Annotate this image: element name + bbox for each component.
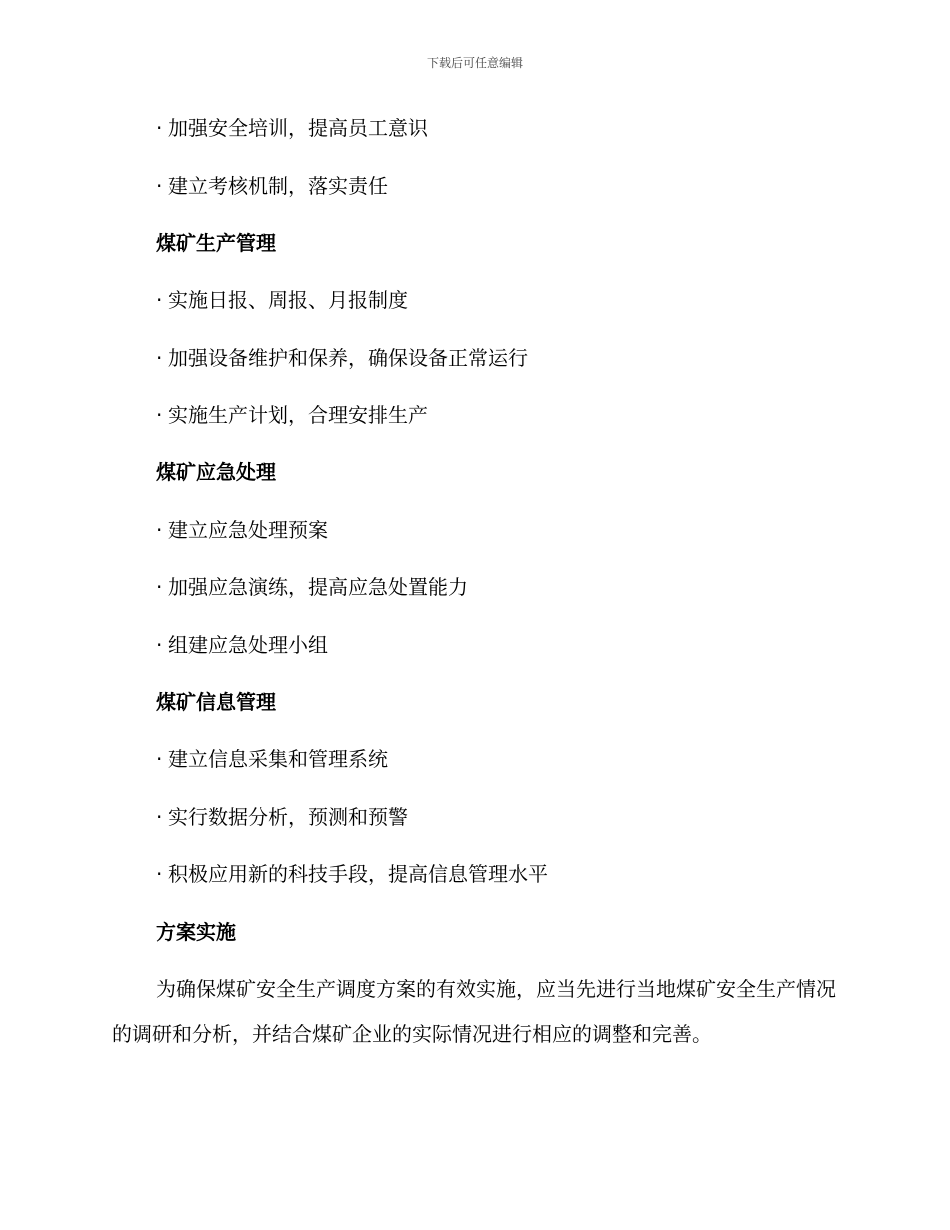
list-item [156,114,428,142]
body-paragraph: 为确保煤矿安全生产调度方案的有效实施，应当先进行当地煤矿安全生产情况的调研和分析，并结合煤矿企业的实际情况进行相应的调整和完善。 [112,977,836,1046]
list-item [156,745,388,773]
list-item-text: 加强安全培训，提高员工意识 [168,116,428,140]
list-item [156,860,548,888]
list-item [156,172,388,200]
bullet-marker: · [156,633,163,657]
list-item-text: 实施生产计划，合理安排生产 [168,403,428,427]
section-heading: 煤矿应急处理 [156,460,276,484]
bullet-marker: · [156,805,163,829]
list-item [156,516,328,544]
section-heading: 煤矿信息管理 [156,690,276,714]
list-item-text: 组建应急处理小组 [168,633,328,657]
list-item [156,631,328,659]
bullet-marker: · [156,747,163,771]
bullet-marker: · [156,346,163,370]
list-item-text: 积极应用新的科技手段，提高信息管理水平 [168,862,548,886]
bullet-marker: · [156,288,163,312]
list-item-text: 加强应急演练，提高应急处置能力 [168,575,468,599]
list-item-text: 实行数据分析，预测和预警 [168,805,408,829]
bullet-marker: · [156,174,163,198]
bullet-marker: · [156,116,163,140]
section-heading: 方案实施 [156,920,236,944]
bullet-marker: · [156,862,163,886]
list-item [156,286,408,314]
list-item-text: 建立考核机制，落实责任 [168,174,388,198]
page-header-note: 下载后可任意编辑 [426,56,523,70]
list-item-text: 实施日报、周报、月报制度 [168,288,408,312]
list-item-text: 建立信息采集和管理系统 [168,747,388,771]
list-item-text: 建立应急处理预案 [168,518,328,542]
list-item-text: 加强设备维护和保养，确保设备正常运行 [168,346,528,370]
bullet-marker: · [156,403,163,427]
list-item [156,573,468,601]
list-item [156,401,428,429]
list-item [156,344,528,372]
bullet-marker: · [156,575,163,599]
section-heading: 煤矿生产管理 [156,231,276,255]
bullet-marker: · [156,518,163,542]
list-item [156,803,408,831]
